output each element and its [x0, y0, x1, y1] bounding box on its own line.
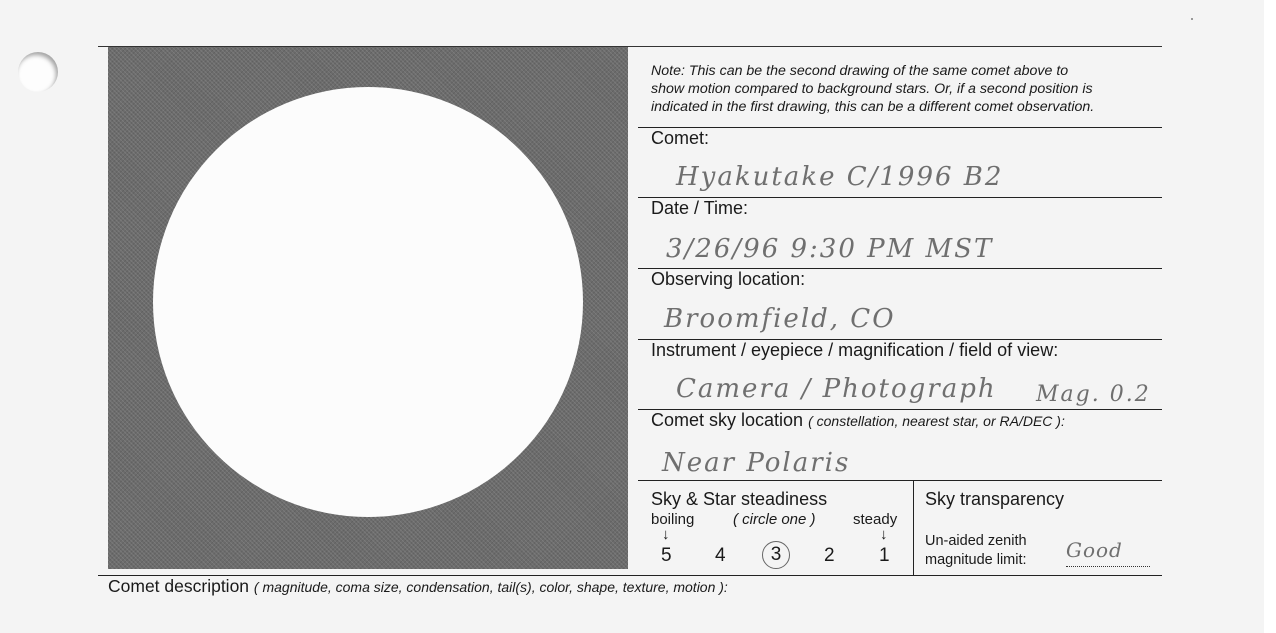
arrow-down-icon: ↓	[662, 526, 670, 543]
drawing-field	[108, 47, 628, 569]
sky-location-hint: ( constellation, nearest star, or RA/DEC ):	[808, 413, 1065, 429]
comet-label: Comet:	[651, 128, 710, 148]
steady-label: steady	[853, 511, 898, 528]
steadiness-option-1[interactable]: 1	[879, 545, 890, 566]
comet-value[interactable]: Hyakutake C/1996 B2	[676, 162, 1004, 192]
description-label	[108, 576, 728, 597]
steadiness-option-3-selected[interactable]: 3	[762, 541, 790, 569]
transparency-title: Sky transparency	[925, 489, 1065, 509]
datetime-value[interactable]: 3/26/96 9:30 PM MST	[666, 234, 994, 264]
sky-location-title: Comet sky location	[651, 410, 804, 430]
circle-one-hint: ( circle one )	[733, 511, 816, 528]
divider	[638, 480, 1162, 481]
sky-location-value[interactable]: Near Polaris	[662, 448, 851, 478]
magnitude-limit-value: Good	[1066, 538, 1123, 562]
telescope-view-circle[interactable]	[153, 87, 583, 517]
arrow-down-icon: ↓	[880, 526, 888, 543]
datetime-label: Date / Time:	[651, 198, 749, 218]
magnitude-limit-field[interactable]	[1066, 538, 1150, 567]
binder-hole	[18, 52, 58, 92]
description-hint: ( magnitude, coma size, condensation, tail(s), color, shape, texture, motion ):	[253, 579, 728, 595]
description-title: Comet description	[108, 576, 250, 596]
divider	[638, 127, 1162, 128]
note-line: indicated in the first drawing, this can be a different comet observation.	[651, 99, 1095, 115]
location-value[interactable]: Broomfield, CO	[664, 304, 896, 334]
page-edge	[1264, 0, 1276, 633]
steadiness-option-5[interactable]: 5	[661, 545, 672, 566]
boiling-label: boiling	[651, 511, 695, 528]
note-line: Note: This can be the second drawing of the same comet above to	[651, 63, 1069, 79]
instrument-magnification[interactable]: Mag. 0.2	[1036, 382, 1151, 407]
instrument-value[interactable]: Camera / Photograph	[676, 374, 997, 404]
transparency-line-2: magnitude limit:	[925, 552, 1027, 568]
steadiness-option-4[interactable]: 4	[715, 545, 726, 566]
steadiness-title: Sky & Star steadiness	[651, 489, 828, 509]
sky-location-label	[651, 410, 1065, 431]
location-label: Observing location:	[651, 269, 806, 289]
note-text	[651, 62, 1151, 116]
note-line: show motion compared to background stars. Or, if a second position is	[651, 81, 1093, 97]
instrument-label: Instrument / eyepiece / magnification / field of view:	[651, 340, 1059, 360]
transparency-line-1: Un-aided zenith	[925, 533, 1027, 549]
section-divider	[913, 480, 914, 576]
speck	[1191, 18, 1193, 20]
steadiness-option-2[interactable]: 2	[824, 545, 835, 566]
